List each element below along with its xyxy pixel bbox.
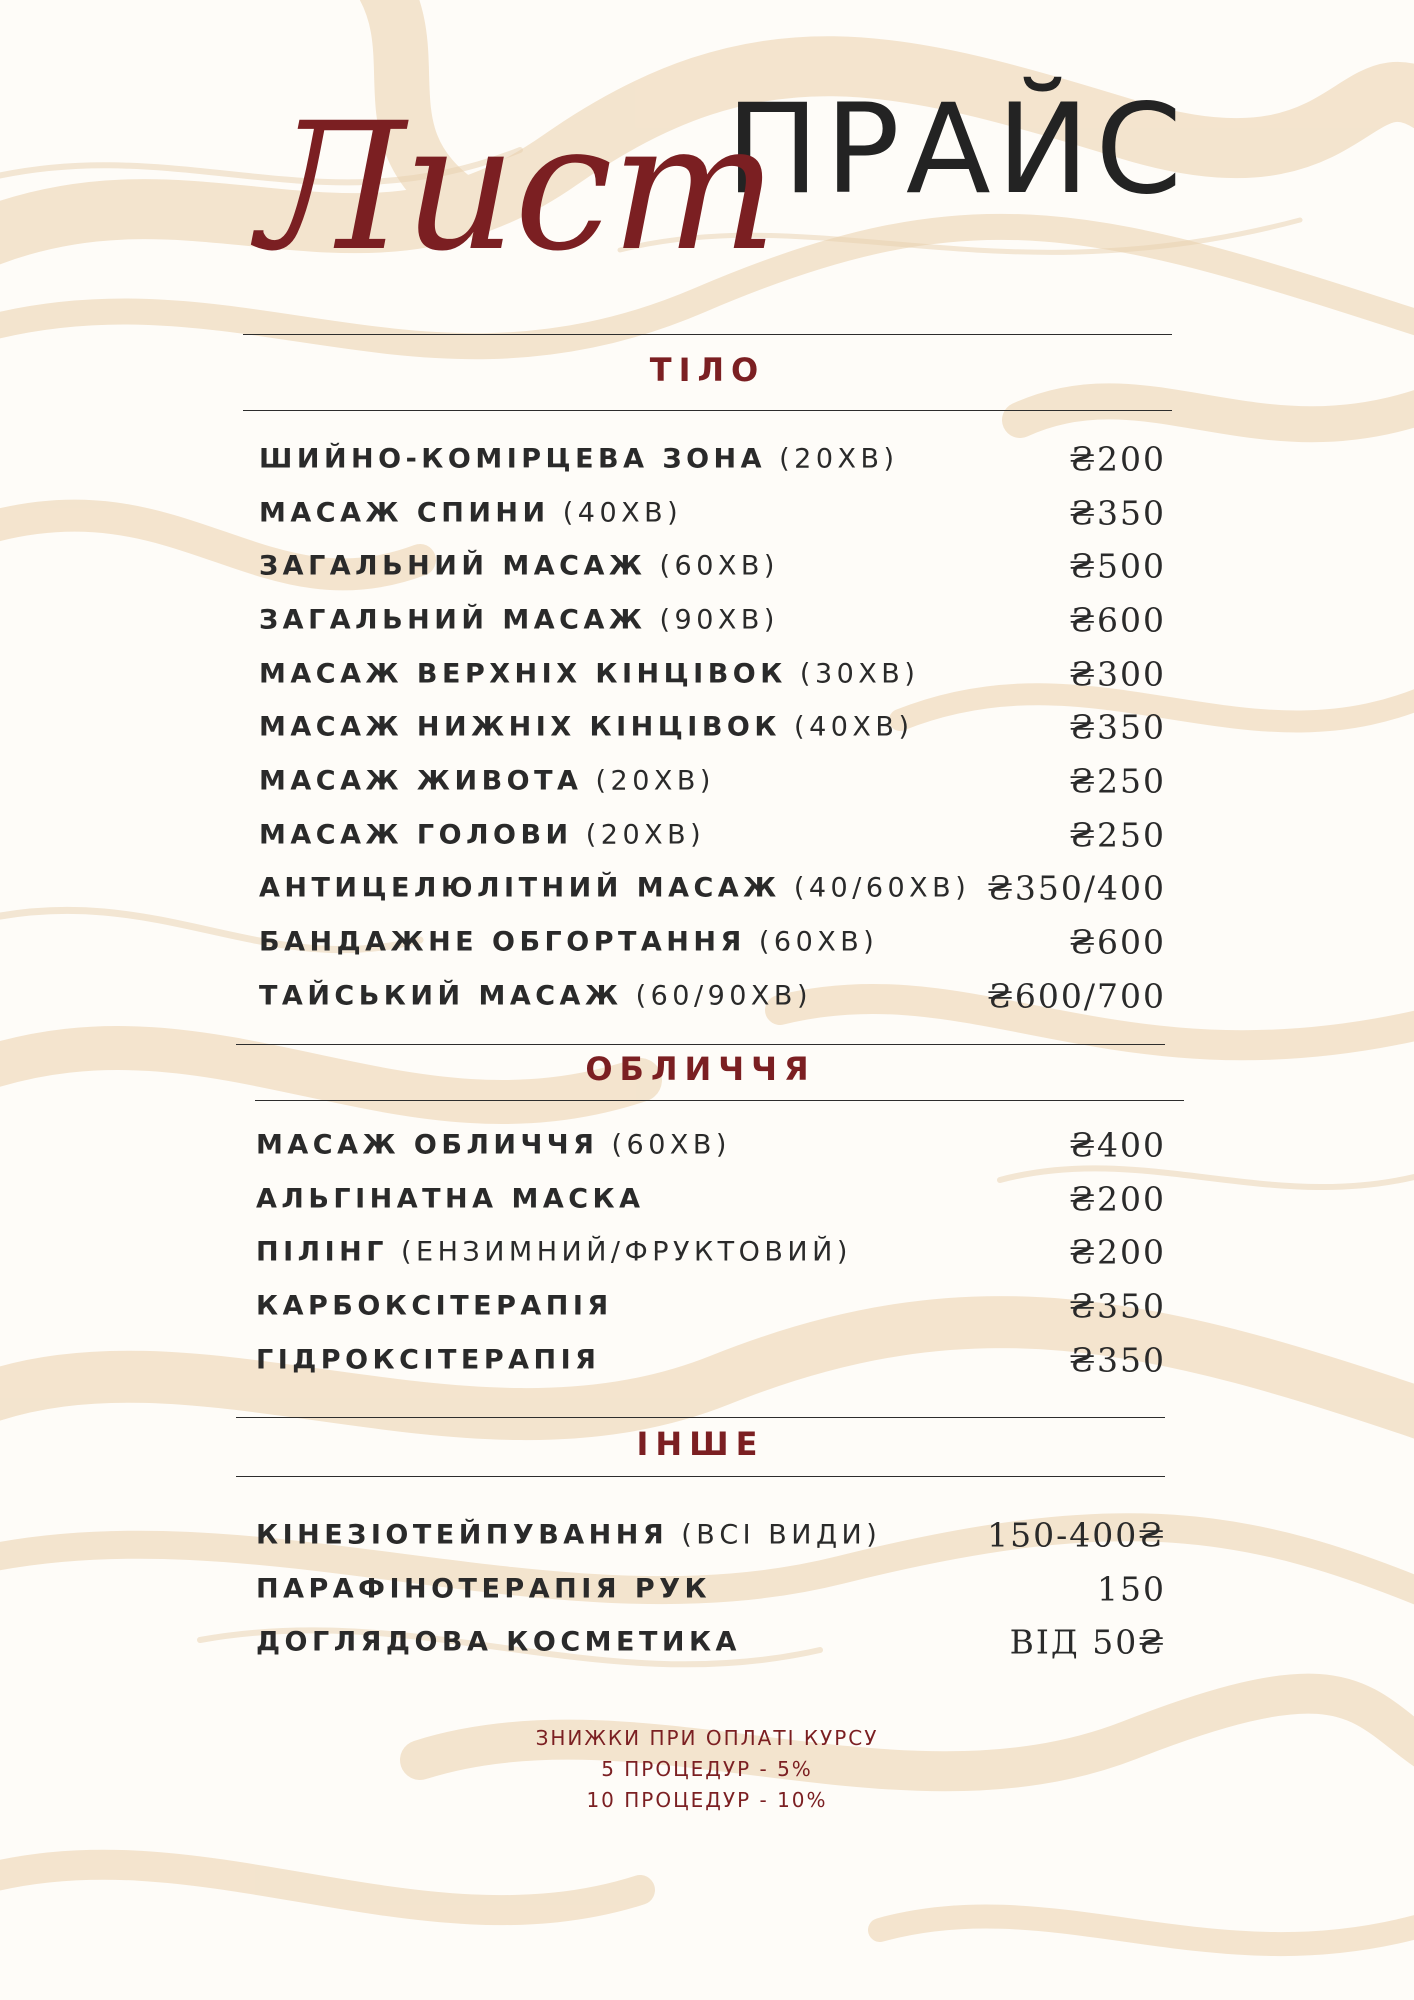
service-row: [259, 539, 1166, 593]
service-name: ШИЙНО-КОМІРЦЕВА ЗОНА: [259, 443, 767, 475]
title-list-script: Лист: [258, 85, 776, 290]
service-name: ЗАГАЛЬНИЙ МАСАЖ: [259, 550, 647, 582]
service-price: 150-400₴: [987, 1515, 1166, 1555]
divider: [255, 1100, 1184, 1101]
service-name: ЗАГАЛЬНИЙ МАСАЖ: [259, 604, 647, 636]
service-price: ₴350/400: [987, 868, 1166, 908]
service-duration: (20ХВ): [595, 765, 715, 797]
service-name: ПАРАФІНОТЕРАПІЯ РУК: [256, 1573, 712, 1605]
discount-10: 10 ПРОЦЕДУР - 10%: [586, 1788, 828, 1812]
service-row: [256, 1279, 1166, 1333]
body-services-list: [259, 432, 1166, 1023]
divider: [243, 334, 1172, 335]
service-name: МАСАЖ СПИНИ: [259, 497, 550, 529]
service-row: [256, 1225, 1166, 1279]
other-services-list: [256, 1508, 1166, 1669]
service-price: ₴200: [1069, 1179, 1166, 1219]
service-duration: (20ХВ): [779, 443, 899, 475]
service-row: [259, 647, 1166, 701]
service-duration: (60ХВ): [611, 1129, 731, 1161]
service-price: ₴350: [1069, 1286, 1166, 1326]
service-row: [256, 1508, 1166, 1562]
service-row: [256, 1333, 1166, 1387]
discount-title: ЗНИЖКИ ПРИ ОПЛАТІ КУРСУ: [535, 1726, 879, 1750]
service-duration: (ВСІ ВИДИ): [681, 1519, 882, 1551]
service-name: ДОГЛЯДОВА КОСМЕТИКА: [256, 1626, 741, 1658]
divider: [236, 1417, 1165, 1418]
service-row: [259, 969, 1166, 1023]
service-price: ₴350: [1069, 707, 1166, 747]
service-row: [259, 808, 1166, 862]
service-price: ₴600/700: [987, 976, 1166, 1016]
service-name: МАСАЖ НИЖНІХ КІНЦІВОК: [259, 711, 781, 743]
service-name: АНТИЦЕЛЮЛІТНИЙ МАСАЖ: [259, 872, 781, 904]
service-price: ВІД 50₴: [1009, 1622, 1166, 1662]
service-name: ПІЛІНГ: [256, 1236, 388, 1268]
title-price: ПРАЙС: [725, 78, 1188, 222]
service-price: ₴250: [1069, 761, 1166, 801]
divider: [243, 410, 1172, 411]
service-row: [256, 1562, 1166, 1616]
service-price: ₴400: [1069, 1125, 1166, 1165]
service-row: [259, 432, 1166, 486]
service-price: ₴350: [1069, 1340, 1166, 1380]
face-services-list: [256, 1118, 1166, 1386]
service-name: МАСАЖ ОБЛИЧЧЯ: [256, 1129, 599, 1161]
service-price: ₴300: [1069, 654, 1166, 694]
divider: [236, 1044, 1165, 1045]
service-duration: (90ХВ): [659, 604, 779, 636]
discount-5: 5 ПРОЦЕДУР - 5%: [601, 1757, 813, 1781]
service-duration: (40/60ХВ): [793, 872, 971, 904]
section-title-face: ОБЛИЧЧЯ: [585, 1050, 816, 1088]
service-name: МАСАЖ ВЕРХНІХ КІНЦІВОК: [259, 658, 787, 690]
service-row: [259, 915, 1166, 969]
service-row: [256, 1172, 1166, 1226]
service-price: ₴500: [1069, 546, 1166, 586]
service-duration: (60ХВ): [758, 926, 879, 958]
service-name: КІНЕЗІОТЕЙПУВАННЯ: [256, 1519, 669, 1551]
service-name: МАСАЖ ЖИВОТА: [259, 765, 583, 797]
service-name: ГІДРОКСІТЕРАПІЯ: [256, 1344, 601, 1376]
service-price: ₴250: [1069, 815, 1166, 855]
service-row: [256, 1118, 1166, 1172]
service-duration: (20ХВ): [585, 819, 706, 851]
service-price: ₴600: [1069, 600, 1166, 640]
service-duration: (40ХВ): [562, 497, 683, 529]
service-price: ₴350: [1069, 493, 1166, 533]
service-row: [259, 593, 1166, 647]
service-name: АЛЬГІНАТНА МАСКА: [256, 1183, 645, 1215]
service-duration: (ЕНЗИМНИЙ/ФРУКТОВИЙ): [401, 1236, 852, 1268]
service-row: [256, 1615, 1166, 1669]
service-duration: (40ХВ): [794, 711, 914, 743]
service-name: МАСАЖ ГОЛОВИ: [259, 819, 573, 851]
divider: [236, 1476, 1165, 1477]
service-row: [259, 754, 1166, 808]
service-name: БАНДАЖНЕ ОБГОРТАННЯ: [259, 926, 746, 958]
service-name: КАРБОКСІТЕРАПІЯ: [256, 1290, 613, 1322]
service-duration: (30ХВ): [799, 658, 920, 690]
service-duration: (60ХВ): [659, 550, 779, 582]
service-name: ТАЙСЬКИЙ МАСАЖ: [259, 980, 623, 1012]
service-price: ₴200: [1069, 439, 1166, 479]
service-row: [259, 700, 1166, 754]
service-price: ₴200: [1069, 1232, 1166, 1272]
service-duration: (60/90ХВ): [635, 980, 812, 1012]
service-price: ₴600: [1069, 922, 1166, 962]
discount-note: [0, 1723, 1414, 1816]
service-row: [259, 486, 1166, 540]
section-title-other: ІНШЕ: [636, 1425, 765, 1463]
service-price: 150: [1097, 1569, 1166, 1609]
section-title-body: ТІЛО: [649, 351, 766, 389]
service-row: [259, 862, 1166, 916]
